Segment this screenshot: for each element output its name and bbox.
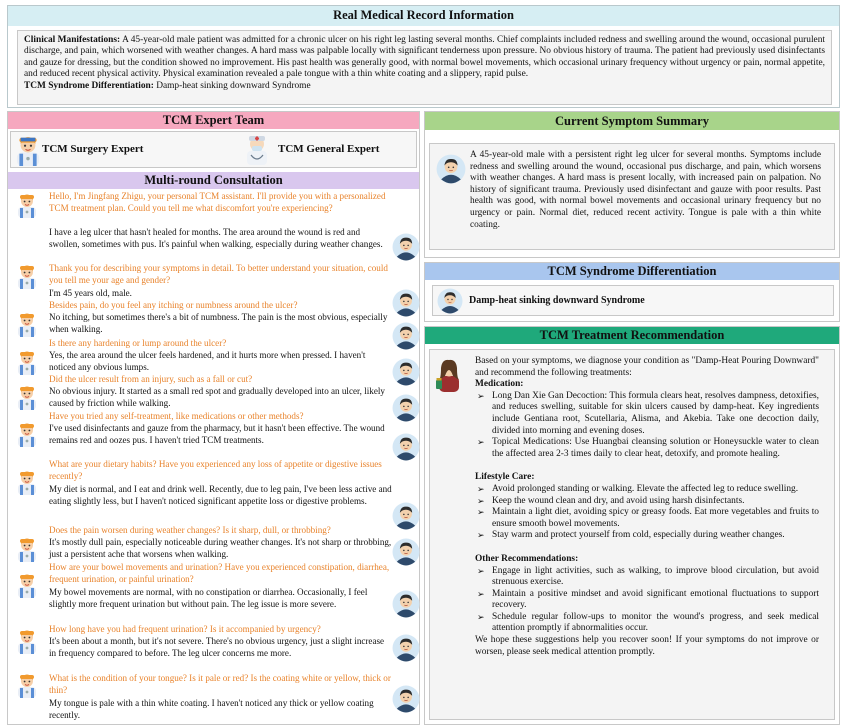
lifestyle-item: ➢ Stay warm and protect yourself from cold, especially during weather changes. (475, 530, 819, 542)
patient-avatar-icon (392, 394, 420, 422)
consultation-header (8, 172, 419, 189)
treatment-panel (424, 326, 840, 725)
assistant-question: Thank you for describing your symptoms in detail. To better understand your situation, could you tell me your age and gender? (49, 263, 388, 285)
patient-avatar-icon (436, 154, 466, 184)
assistant-question: What are your dietary habits? Have you experienced any loss of appetite or digestive issues recently? (49, 459, 382, 481)
expert-surgery: TCM Surgery Expert (42, 143, 144, 155)
record-syndrome-text: Damp-heat sinking downward Syndrome (156, 80, 311, 91)
patient-answer: I've used disinfectants and gauze from the pharmacy, but it hasn't been effective. The wound remains red and oozes pus. I haven't tried TCM treatments. (49, 423, 385, 445)
assistant-question: What is the condition of your tongue? Is it pale or red? Is the coating white or yellow, thick or thin? (49, 673, 391, 695)
surgeon-icon (13, 134, 43, 166)
record-title: Real Medical Record Information (333, 8, 514, 22)
patient-answer: My diet is normal, and I eat and drink well. Recently, due to leg pain, I've been less active and eating slightly less, but I haven't noticed significant appetite loss or digestive problems. (49, 484, 392, 506)
assistant-question: Did the ulcer result from an injury, such as a fall or cut? (49, 374, 253, 384)
doctor-avatar-icon (15, 311, 39, 337)
patient-avatar-icon (392, 233, 420, 261)
herbalist-icon (433, 356, 465, 392)
other-item: ➢ Schedule regular follow-ups to monitor the wound's progress, and seek medical attention promptly if abnormalities occur. (475, 612, 819, 635)
assistant-question: Besides pain, do you feel any itching or numbness around the ulcer? (49, 300, 298, 310)
lifestyle-label: Lifestyle Care: (475, 472, 535, 483)
record-syndrome (24, 81, 825, 92)
doctor-avatar-icon (15, 263, 39, 289)
doctor-avatar-icon (15, 421, 39, 447)
summary-box (429, 143, 835, 250)
treatment-title: TCM Treatment Recommendation (539, 328, 725, 342)
patient-answer: It's mostly dull pain, especially noticeable during weather changes. It's not sharp or throbbing, just a persistent ache that worsens when walking. (49, 537, 392, 559)
left-column (7, 111, 420, 725)
patient-answer: No itching, but sometimes there's a bit of numbness. The pain is the most obvious, especially when walking. (49, 312, 388, 334)
general-doctor-icon (242, 133, 272, 165)
lifestyle-list (475, 484, 819, 542)
lifestyle-item: ➢ Avoid prolonged standing or walking. Elevate the affected leg to reduce swelling. (475, 484, 819, 496)
medication-item: ➢ Topical Medications: Use Huangbai cleansing solution or Honeysuckle water to clean the affected area 2-3 times daily to clear heat, detoxify, and promote healing. (475, 437, 819, 460)
other-list (475, 566, 819, 636)
doctor-avatar-icon (15, 349, 39, 375)
doctor-avatar-icon (15, 536, 39, 562)
summary-text: A 45-year-old male with a persistent right leg ulcer for several months. Symptoms include redness and swelling around the wound, occasional pus discharge, and pain, which worsens with weather changes. A hard mass is present locally, with increased pain on palpation. No history of significant trauma. Previously used disinfectant and gauze with poor results. Past health was good, with normal bowel movements and occasional urinary frequency but no urgency or pain. Normal diet, reduced recent activity. Tongue is pale with a thin white coating. (470, 150, 821, 230)
other-label: Other Recommendations: (475, 553, 579, 564)
record-panel (7, 5, 840, 108)
patient-avatar-icon (392, 590, 420, 618)
doctor-avatar-icon (15, 672, 39, 698)
patient-answer: No obvious injury. It started as a small red spot and gradually developed into an ulcer, likely caused by friction while walking. (49, 386, 385, 408)
patient-answer: It's been about a month, but it's not severe. There's no obvious urgency, just a slight increase in frequency compared to before. The leg ulcer concerns me more. (49, 636, 385, 658)
consultation-title: Multi-round Consultation (144, 173, 283, 187)
lifestyle-item: ➢ Maintain a light diet, avoiding spicy or greasy foods. Eat more vegetables and fruits to ensure smooth bowel movements. (475, 507, 819, 530)
patient-avatar-icon (392, 358, 420, 386)
record-syndrome-label: TCM Syndrome Differentiation: (24, 80, 154, 91)
assistant-question: Is there any hardening or lump around the ulcer? (49, 338, 227, 348)
other-item: ➢ Engage in light activities, such as walking, to improve blood circulation, but avoid strenuous exercise. (475, 566, 819, 589)
expert-team-box (10, 131, 417, 168)
patient-avatar-icon (392, 322, 420, 350)
expert-team-title: TCM Expert Team (162, 113, 265, 127)
summary-header (425, 112, 839, 130)
expert-team-header (8, 112, 419, 129)
record-body (17, 30, 832, 105)
doctor-avatar-icon (15, 192, 39, 218)
patient-avatar-icon (392, 289, 420, 317)
doctor-avatar-icon (15, 628, 39, 654)
patient-answer: My tongue is pale with a thin white coating. I haven't noticed any thick or yellow coating recently. (49, 698, 374, 720)
clinical-manifestations (24, 35, 825, 81)
treatment-header (425, 327, 839, 344)
expert-general: TCM General Expert (278, 143, 380, 155)
treatment-content (475, 356, 819, 658)
patient-avatar-icon (437, 288, 463, 314)
differentiation-box (432, 285, 834, 316)
patient-avatar-icon (392, 433, 420, 461)
patient-answer: My bowel movements are normal, with no constipation or diarrhea. Occasionally, I feel slightly more frequent urination but without pain. The leg issue is more severe. (49, 587, 368, 609)
patient-answer: I'm 45 years old, male. (49, 288, 132, 298)
assistant-question: Does the pain worsen during weather changes? Is it sharp, dull, or throbbing? (49, 525, 331, 535)
patient-avatar-icon (392, 502, 420, 530)
treatment-closing: We hope these suggestions help you recover soon! If your symptoms do not improve or worsen, please seek medical attention promptly. (475, 635, 819, 657)
differentiation-panel (424, 262, 840, 322)
differentiation-text: Damp-heat sinking downward Syndrome (469, 295, 645, 306)
patient-avatar-icon (392, 538, 420, 566)
patient-avatar-icon (392, 634, 420, 662)
assistant-question: How are your bowel movements and urination? Have you experienced constipation, diarrhea, frequent urination, or painful urination? (49, 562, 390, 584)
medication-label: Medication: (475, 379, 524, 390)
patient-answer: Yes, the area around the ulcer feels hardened, and it hurts more when pressed. I haven't noticed any obvious lumps. (49, 350, 366, 372)
treatment-box (429, 349, 835, 720)
assistant-question: Have you tried any self-treatment, like medications or other methods? (49, 411, 304, 421)
treatment-intro: Based on your symptoms, we diagnose your condition as "Damp-Heat Pouring Downward" and recommend the following treatments: (475, 356, 819, 378)
patient-avatar-icon (392, 685, 420, 713)
doctor-avatar-icon (15, 469, 39, 495)
differentiation-header (425, 263, 839, 280)
summary-panel (424, 111, 840, 258)
doctor-avatar-icon (15, 384, 39, 410)
summary-title: Current Symptom Summary (555, 114, 709, 128)
assistant-question: Hello, I'm Jingfang Zhigu, your personal TCM assistant. I'll provide you with a personalized TCM treatment plan. Could you tell me what discomfort you're experiencing? (49, 191, 386, 213)
consultation-thread (8, 191, 419, 723)
clinical-text: A 45-year-old male patient was admitted for a chronic ulcer on his right leg lasting several months. Chief complaints included redness and swelling around the wound, occasional purulent discharge, and pain, which worsened with weather changes. A hard mass was palpable locally with significant tenderness upon pressure. No obvious history of trauma. The patient had previously used disinfectants and gauze for dressing, but the condition showed no improvement. His past health was generally good, with normal bowel movements, which occasional urinary frequency without urgency or pain, normal appetite, and reduced recent physical activity. Physical examination revealed a pale tongue with a thin white coating and a slippery, rapid pulse. (24, 35, 825, 80)
medication-list (475, 391, 819, 461)
clinical-label: Clinical Manifestations: (24, 35, 121, 45)
other-item: ➢ Maintain a positive mindset and avoid significant emotional fluctuations to support recovery. (475, 589, 819, 612)
assistant-question: How long have you had frequent urination? Is it accompanied by urgency? (49, 624, 321, 634)
medication-item: ➢ Long Dan Xie Gan Decoction: This formula clears heat, resolves dampness, detoxifies, and reduces swelling, suitable for skin ulcers caused by damp-heat. Key ingredients include Gentiana root, Scutellaria, Alisma, and Akebia. Take one decoction daily, divided into morning and evening doses. (475, 391, 819, 437)
lifestyle-item: ➢ Keep the wound clean and dry, and avoid using harsh disinfectants. (475, 496, 819, 508)
record-header (8, 6, 839, 26)
differentiation-title: TCM Syndrome Differentiation (547, 264, 717, 278)
patient-answer: I have a leg ulcer that hasn't healed for months. The area around the wound is red and swollen, sometimes with pus. It's painful when walking, especially during weather changes. (49, 227, 383, 249)
doctor-avatar-icon (15, 572, 39, 598)
